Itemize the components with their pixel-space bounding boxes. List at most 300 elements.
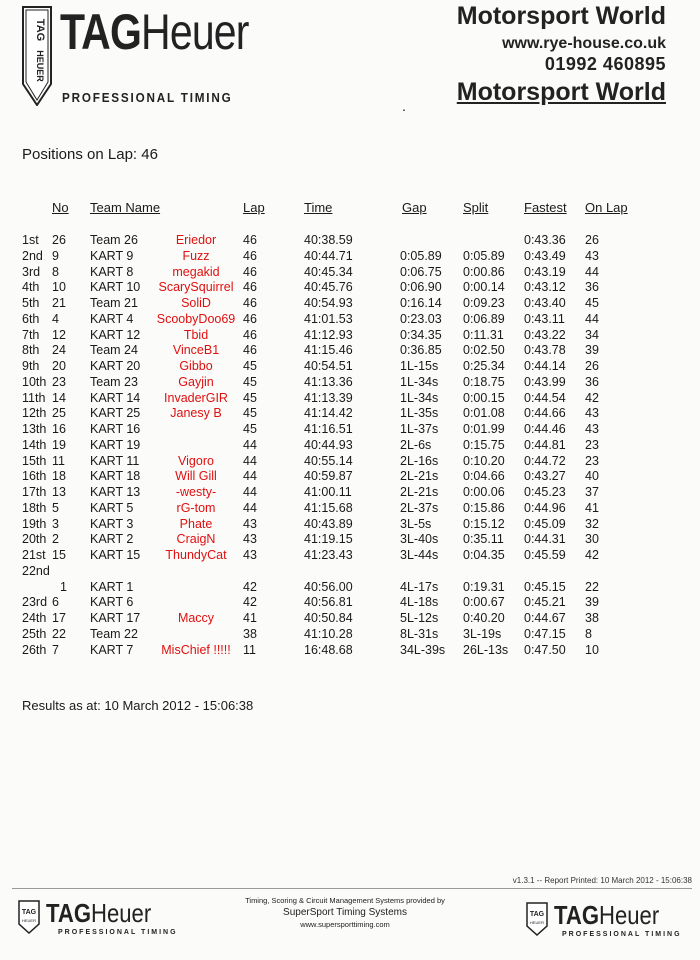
cell-fastest: 0:44.31 bbox=[524, 532, 566, 547]
brand-wordmark: TAGHeuer bbox=[60, 4, 249, 60]
cell-fastest: 0:43.40 bbox=[524, 296, 566, 310]
cell-time: 41:16.51 bbox=[304, 422, 353, 436]
cell-on-lap: 44 bbox=[585, 264, 599, 279]
cell-driver-name: rG-tom bbox=[176, 500, 216, 515]
cell-team-name: KART 20 bbox=[90, 359, 141, 373]
cell-gap: 34L-39s bbox=[400, 642, 446, 657]
cell-on-lap: 44 bbox=[585, 311, 599, 326]
cell-kart-number: 12 bbox=[52, 327, 66, 342]
cell-kart-number: 13 bbox=[52, 485, 66, 499]
cell-position: 18th bbox=[22, 500, 47, 515]
cell-position: 7th bbox=[22, 327, 40, 342]
cell-fastest: 0:44.67 bbox=[524, 611, 566, 625]
cell-gap: 8L-31s bbox=[400, 626, 439, 641]
cell-time: 40:56.00 bbox=[304, 579, 353, 594]
cell-kart-number: 6 bbox=[52, 595, 59, 610]
cell-fastest: 0:47.50 bbox=[524, 642, 566, 657]
cell-time: 40:56.81 bbox=[304, 595, 353, 610]
cell-time: 41:23.43 bbox=[304, 548, 353, 562]
cell-driver-name: ScoobyDoo69 bbox=[156, 311, 236, 326]
cell-team-name: KART 17 bbox=[90, 611, 141, 625]
cell-team-name: KART 18 bbox=[90, 469, 141, 484]
cell-split: 0:04.66 bbox=[463, 469, 505, 484]
cell-lap: 46 bbox=[243, 248, 257, 263]
cell-gap: 1L-15s bbox=[400, 359, 439, 373]
cell-gap: 3L-5s bbox=[400, 516, 432, 531]
cell-lap: 46 bbox=[243, 280, 257, 295]
cell-lap: 46 bbox=[243, 296, 257, 310]
cell-split: 0:01.08 bbox=[463, 406, 505, 421]
cell-kart-number: 5 bbox=[52, 500, 59, 515]
cell-fastest: 0:45.59 bbox=[524, 548, 566, 562]
venue-phone: 01992 460895 bbox=[544, 54, 666, 74]
cell-time: 41:01.53 bbox=[304, 311, 353, 326]
cell-fastest: 0:43.12 bbox=[524, 280, 566, 295]
cell-time: 40:54.93 bbox=[304, 296, 353, 310]
cell-kart-number: 1 bbox=[60, 579, 67, 594]
cell-gap: 2L-37s bbox=[400, 500, 439, 515]
cell-kart-number: 15 bbox=[52, 548, 66, 562]
cell-position: 5th bbox=[22, 296, 40, 310]
cell-fastest: 0:43.36 bbox=[524, 233, 566, 247]
table-row bbox=[0, 311, 700, 327]
footer-brand-sub-right: PROFESSIONAL TIMING bbox=[562, 931, 682, 938]
results-timestamp: Results as at: 10 March 2012 - 15:06:38 bbox=[22, 698, 254, 713]
cell-position: 12th bbox=[22, 406, 47, 421]
cell-on-lap: 26 bbox=[585, 233, 599, 247]
cell-on-lap: 37 bbox=[585, 485, 599, 499]
cell-kart-number: 10 bbox=[52, 280, 66, 295]
cell-time: 40:54.51 bbox=[304, 359, 353, 373]
cell-lap: 45 bbox=[243, 422, 257, 436]
cell-driver-name: Eriedor bbox=[175, 233, 217, 247]
cell-lap: 44 bbox=[243, 437, 257, 452]
cell-position: 1st bbox=[22, 233, 39, 247]
cell-position: 10th bbox=[22, 374, 47, 389]
cell-driver-name: SoliD bbox=[181, 296, 211, 310]
svg-text:HEUER: HEUER bbox=[21, 918, 37, 923]
table-row bbox=[0, 327, 700, 343]
cell-gap: 0:06.90 bbox=[400, 280, 442, 295]
cell-gap: 1L-34s bbox=[400, 374, 439, 389]
cell-on-lap: 23 bbox=[585, 453, 599, 468]
cell-lap: 46 bbox=[243, 343, 257, 358]
cell-fastest: 0:44.81 bbox=[524, 437, 566, 452]
header-on-lap: On Lap bbox=[585, 200, 628, 215]
cell-gap: 1L-35s bbox=[400, 406, 439, 421]
cell-time: 41:15.46 bbox=[304, 343, 353, 358]
cell-on-lap: 23 bbox=[585, 437, 599, 452]
cell-driver-name: Fuzz bbox=[182, 248, 210, 263]
cell-on-lap: 39 bbox=[585, 595, 599, 610]
cell-driver-name: Gibbo bbox=[179, 359, 213, 373]
header-split: Split bbox=[463, 200, 489, 215]
footer-credits bbox=[200, 896, 490, 929]
cell-driver-name: Maccy bbox=[177, 611, 215, 625]
cell-team-name: KART 8 bbox=[90, 264, 134, 279]
cell-driver-name: MisChief !!!!! bbox=[161, 642, 231, 657]
table-row bbox=[0, 248, 700, 264]
table-row bbox=[0, 358, 700, 374]
table-row bbox=[0, 610, 700, 626]
cell-team-name: KART 9 bbox=[90, 248, 134, 263]
table-row bbox=[0, 579, 700, 595]
cell-gap: 5L-12s bbox=[400, 611, 439, 625]
cell-lap: 11 bbox=[243, 642, 256, 657]
cell-lap: 42 bbox=[243, 595, 257, 610]
cell-kart-number: 18 bbox=[52, 469, 66, 484]
cell-driver-name: VinceB1 bbox=[172, 343, 220, 358]
header-lap: Lap bbox=[243, 200, 265, 215]
cell-time: 41:13.36 bbox=[304, 374, 353, 389]
cell-split: 0:11.31 bbox=[463, 327, 504, 342]
cell-position: 6th bbox=[22, 311, 40, 326]
footer-credit-line-2: SuperSport Timing Systems bbox=[283, 907, 407, 918]
cell-on-lap: 36 bbox=[585, 280, 599, 295]
cell-on-lap: 30 bbox=[585, 532, 599, 547]
cell-lap: 45 bbox=[243, 406, 257, 421]
cell-lap: 46 bbox=[243, 233, 257, 247]
cell-gap: 3L-40s bbox=[400, 532, 439, 547]
cell-time: 40:50.84 bbox=[304, 611, 353, 625]
cell-driver-name: ScarySquirrel bbox=[158, 280, 234, 295]
table-row bbox=[0, 484, 700, 500]
cell-fastest: 0:44.14 bbox=[524, 359, 566, 373]
cell-lap: 46 bbox=[243, 311, 257, 326]
cell-on-lap: 32 bbox=[585, 516, 599, 531]
cell-gap: 2L-16s bbox=[400, 453, 439, 468]
cell-split: 0:40.20 bbox=[463, 611, 505, 625]
cell-gap: 3L-44s bbox=[400, 548, 439, 562]
cell-time: 40:38.59 bbox=[304, 233, 353, 247]
cell-time: 41:13.39 bbox=[304, 390, 353, 405]
cell-on-lap: 42 bbox=[585, 390, 599, 405]
cell-time: 41:00.11 bbox=[304, 485, 352, 499]
cell-split: 0:15.12 bbox=[463, 516, 505, 531]
table-row bbox=[0, 453, 700, 469]
table-row bbox=[0, 390, 700, 406]
cell-on-lap: 8 bbox=[585, 626, 592, 641]
cell-fastest: 0:45.09 bbox=[524, 516, 566, 531]
cell-team-name: KART 7 bbox=[90, 642, 134, 657]
cell-gap: 2L-21s bbox=[400, 485, 439, 499]
cell-gap: 0:16.14 bbox=[400, 296, 442, 310]
cell-time: 41:14.42 bbox=[304, 406, 353, 421]
cell-split: 26L-13s bbox=[463, 642, 509, 657]
cell-driver-name: megakid bbox=[172, 264, 220, 279]
cell-team-name: KART 1 bbox=[90, 579, 134, 594]
version-line: v1.3.1 -- Report Printed: 10 March 2012 - 15:06:38 bbox=[512, 876, 692, 885]
cell-position: 3rd bbox=[22, 264, 41, 279]
cell-driver-name: Phate bbox=[179, 516, 213, 531]
cell-team-name: KART 3 bbox=[90, 516, 134, 531]
cell-time: 41:19.15 bbox=[304, 532, 353, 547]
cell-on-lap: 36 bbox=[585, 374, 599, 389]
cell-split: 0:35.11 bbox=[463, 532, 504, 547]
cell-fastest: 0:43.22 bbox=[524, 327, 566, 342]
cell-kart-number: 7 bbox=[52, 642, 59, 657]
cell-gap: 0:36.85 bbox=[400, 343, 442, 358]
cell-gap: 4L-17s bbox=[400, 579, 439, 594]
cell-on-lap: 22 bbox=[585, 579, 599, 594]
svg-text:TAG: TAG bbox=[21, 909, 37, 916]
cell-split: 0:15.75 bbox=[463, 437, 505, 452]
cell-split: 0:04.35 bbox=[463, 548, 505, 562]
cell-gap: 2L-21s bbox=[400, 469, 439, 484]
footer-credit-url: www.supersporttiming.com bbox=[300, 920, 390, 929]
cell-driver-name: Vigoro bbox=[178, 453, 214, 468]
cell-fastest: 0:44.46 bbox=[524, 422, 566, 436]
table-row bbox=[0, 516, 700, 532]
table-row bbox=[0, 531, 700, 547]
footer-divider bbox=[12, 888, 692, 889]
table-row bbox=[0, 295, 700, 311]
cell-split: 0:15.86 bbox=[463, 500, 505, 515]
cell-position: 4th bbox=[22, 280, 40, 295]
table-row bbox=[0, 437, 700, 453]
cell-driver-name: Gayjin bbox=[178, 374, 214, 389]
cell-fastest: 0:43.11 bbox=[524, 311, 565, 326]
cell-gap: 2L-6s bbox=[400, 437, 432, 452]
cell-on-lap: 26 bbox=[585, 359, 599, 373]
cell-team-name: KART 14 bbox=[90, 390, 141, 405]
cell-split: 0:25.34 bbox=[463, 359, 505, 373]
cell-kart-number: 8 bbox=[52, 264, 59, 279]
cell-kart-number: 25 bbox=[52, 406, 66, 421]
cell-time: 40:45.34 bbox=[304, 264, 353, 279]
cell-position: 2nd bbox=[22, 248, 43, 263]
cell-position: 25th bbox=[22, 626, 47, 641]
cell-time: 41:12.93 bbox=[304, 327, 353, 342]
cell-time: 41:15.68 bbox=[304, 500, 353, 515]
cell-lap: 41 bbox=[243, 611, 257, 625]
cell-team-name: Team 23 bbox=[90, 374, 138, 389]
cell-kart-number: 3 bbox=[52, 516, 59, 531]
brand-subtitle: PROFESSIONAL TIMING bbox=[62, 90, 233, 105]
cell-team-name: Team 26 bbox=[90, 233, 138, 247]
cell-position: 24th bbox=[22, 611, 47, 625]
cell-on-lap: 10 bbox=[585, 642, 599, 657]
cell-split: 0:00.86 bbox=[463, 264, 505, 279]
cell-on-lap: 40 bbox=[585, 469, 599, 484]
cell-kart-number: 17 bbox=[52, 611, 66, 625]
cell-team-name: Team 21 bbox=[90, 296, 138, 310]
cell-lap: 42 bbox=[243, 579, 257, 594]
cell-team-name: Team 22 bbox=[90, 626, 138, 641]
cell-team-name: KART 11 bbox=[90, 453, 140, 468]
cell-kart-number: 22 bbox=[52, 626, 66, 641]
cell-split: 0:01.99 bbox=[463, 422, 505, 436]
cell-driver-name: ThundyCat bbox=[165, 548, 227, 562]
cell-lap: 45 bbox=[243, 390, 257, 405]
cell-lap: 44 bbox=[243, 500, 257, 515]
header-gap: Gap bbox=[402, 200, 427, 215]
cell-lap: 46 bbox=[243, 264, 257, 279]
cell-split: 0:05.89 bbox=[463, 248, 505, 263]
cell-split: 0:00.14 bbox=[463, 280, 505, 295]
cell-position: 22nd bbox=[22, 563, 50, 578]
cell-time: 16:48.68 bbox=[304, 642, 353, 657]
cell-on-lap: 38 bbox=[585, 611, 599, 625]
cell-split: 0:00.15 bbox=[463, 390, 505, 405]
cell-split: 0:09.23 bbox=[463, 296, 505, 310]
cell-team-name: KART 10 bbox=[90, 280, 141, 295]
tag-heuer-shield-logo bbox=[22, 6, 52, 106]
cell-kart-number: 23 bbox=[52, 374, 66, 389]
cell-position: 26th bbox=[22, 642, 47, 657]
tag-heuer-small-logo-left bbox=[18, 900, 40, 934]
cell-kart-number: 20 bbox=[52, 359, 66, 373]
cell-driver-name: Janesy B bbox=[170, 406, 222, 421]
cell-lap: 44 bbox=[243, 485, 257, 499]
cell-kart-number: 2 bbox=[52, 532, 59, 547]
cell-fastest: 0:44.72 bbox=[524, 453, 566, 468]
cell-team-name: KART 16 bbox=[90, 422, 141, 436]
cell-gap: 1L-37s bbox=[400, 422, 439, 436]
cell-team-name: KART 5 bbox=[90, 500, 134, 515]
header-time: Time bbox=[304, 200, 333, 215]
cell-lap: 38 bbox=[243, 626, 257, 641]
cell-time: 41:10.28 bbox=[304, 626, 353, 641]
cell-split: 0:10.20 bbox=[463, 453, 505, 468]
cell-kart-number: 19 bbox=[52, 437, 66, 452]
table-row bbox=[0, 405, 700, 421]
cell-time: 40:59.87 bbox=[304, 469, 353, 484]
cell-position: 16th bbox=[22, 469, 47, 484]
cell-lap: 46 bbox=[243, 327, 257, 342]
cell-kart-number: 24 bbox=[52, 343, 66, 358]
venue-title-underlined: Motorsport World bbox=[456, 78, 666, 106]
cell-fastest: 0:45.21 bbox=[524, 595, 566, 610]
venue-url: www.rye-house.co.uk bbox=[502, 35, 666, 52]
cell-gap: 1L-34s bbox=[400, 390, 439, 405]
header-no: No bbox=[52, 200, 69, 215]
svg-text:HEUER: HEUER bbox=[35, 50, 45, 82]
cell-gap: 4L-18s bbox=[400, 595, 439, 610]
cell-lap: 44 bbox=[243, 453, 257, 468]
cell-split: 3L-19s bbox=[463, 626, 502, 641]
cell-position: 11th bbox=[22, 390, 46, 405]
table-row bbox=[0, 547, 700, 563]
cell-split: 0:06.89 bbox=[463, 311, 505, 326]
cell-split: 0:02.50 bbox=[463, 343, 505, 358]
cell-fastest: 0:43.19 bbox=[524, 264, 566, 279]
table-row bbox=[0, 626, 700, 642]
cell-position: 20th bbox=[22, 532, 47, 547]
cell-position: 8th bbox=[22, 343, 40, 358]
table-row bbox=[0, 594, 700, 610]
cell-on-lap: 45 bbox=[585, 296, 599, 310]
cell-on-lap: 43 bbox=[585, 248, 599, 263]
svg-text:TAG: TAG bbox=[529, 911, 545, 918]
svg-text:HEUER: HEUER bbox=[529, 920, 545, 925]
cell-kart-number: 16 bbox=[52, 422, 66, 436]
cell-team-name: KART 25 bbox=[90, 406, 141, 421]
cell-lap: 43 bbox=[243, 516, 257, 531]
cell-driver-name: -westy- bbox=[175, 485, 217, 499]
cell-split: 0:18.75 bbox=[463, 374, 505, 389]
cell-gap: 0:34.35 bbox=[400, 327, 442, 342]
cell-on-lap: 39 bbox=[585, 343, 599, 358]
cell-on-lap: 43 bbox=[585, 406, 599, 421]
cell-driver-name: InvaderGIR bbox=[164, 390, 228, 405]
cell-team-name: KART 2 bbox=[90, 532, 134, 547]
cell-driver-name: CraigN bbox=[176, 532, 216, 547]
table-row bbox=[0, 342, 700, 358]
footer-brand-sub-left: PROFESSIONAL TIMING bbox=[58, 929, 178, 936]
cell-position: 9th bbox=[22, 359, 40, 373]
cell-kart-number: 9 bbox=[52, 248, 59, 263]
cell-position: 15th bbox=[22, 453, 47, 468]
cell-team-name: KART 12 bbox=[90, 327, 141, 342]
cell-kart-number: 4 bbox=[52, 311, 59, 326]
cell-fastest: 0:45.15 bbox=[524, 579, 566, 594]
cell-kart-number: 21 bbox=[52, 296, 66, 310]
cell-fastest: 0:47.15 bbox=[524, 626, 566, 641]
cell-gap: 0:05.89 bbox=[400, 248, 442, 263]
cell-team-name: KART 19 bbox=[90, 437, 141, 452]
cell-kart-number: 26 bbox=[52, 233, 66, 247]
cell-team-name: KART 6 bbox=[90, 595, 134, 610]
cell-team-name: Team 24 bbox=[90, 343, 138, 358]
cell-position: 17th bbox=[22, 485, 47, 499]
cell-split: 0:00.06 bbox=[463, 485, 505, 499]
stray-dot: . bbox=[402, 98, 406, 114]
cell-team-name: KART 15 bbox=[90, 548, 141, 562]
cell-time: 40:55.14 bbox=[304, 453, 353, 468]
svg-text:TAG: TAG bbox=[34, 18, 46, 42]
table-row bbox=[0, 374, 700, 390]
cell-position: 13th bbox=[22, 422, 47, 436]
table-row bbox=[0, 264, 700, 280]
cell-time: 40:44.71 bbox=[304, 248, 353, 263]
cell-kart-number: 14 bbox=[52, 390, 66, 405]
cell-fastest: 0:44.66 bbox=[524, 406, 566, 421]
header-team: Team Name bbox=[90, 200, 161, 215]
cell-lap: 45 bbox=[243, 359, 257, 373]
table-row bbox=[0, 279, 700, 295]
cell-kart-number: 11 bbox=[52, 453, 65, 468]
cell-fastest: 0:43.78 bbox=[524, 343, 566, 358]
cell-on-lap: 41 bbox=[585, 500, 599, 515]
cell-on-lap: 34 bbox=[585, 327, 599, 342]
cell-team-name: KART 13 bbox=[90, 485, 141, 499]
cell-gap: 0:23.03 bbox=[400, 311, 442, 326]
cell-lap: 43 bbox=[243, 548, 257, 562]
cell-fastest: 0:43.27 bbox=[524, 469, 566, 484]
table-row bbox=[0, 232, 700, 248]
cell-fastest: 0:43.49 bbox=[524, 248, 566, 263]
cell-lap: 45 bbox=[243, 374, 257, 389]
header-fastest: Fastest bbox=[524, 200, 567, 215]
cell-fastest: 0:44.54 bbox=[524, 390, 566, 405]
cell-on-lap: 42 bbox=[585, 548, 599, 562]
cell-driver-name: Will Gill bbox=[175, 469, 217, 484]
tag-heuer-small-logo-right bbox=[526, 902, 548, 936]
cell-gap: 0:06.75 bbox=[400, 264, 442, 279]
table-row bbox=[0, 642, 700, 658]
cell-split: 0:19.31 bbox=[463, 579, 505, 594]
table-row bbox=[0, 500, 700, 516]
report-title: Positions on Lap: 46 bbox=[22, 146, 158, 163]
cell-split: 0:00.67 bbox=[463, 595, 505, 610]
footer-brand-left: TAGHeuer bbox=[46, 898, 152, 928]
cell-driver-name: Tbid bbox=[183, 327, 209, 342]
cell-fastest: 0:45.23 bbox=[524, 485, 566, 499]
cell-team-name: KART 4 bbox=[90, 311, 134, 326]
cell-position: 23rd bbox=[22, 595, 48, 610]
footer-credit-line-1: Timing, Scoring & Circuit Management Systems provided by bbox=[245, 896, 445, 905]
